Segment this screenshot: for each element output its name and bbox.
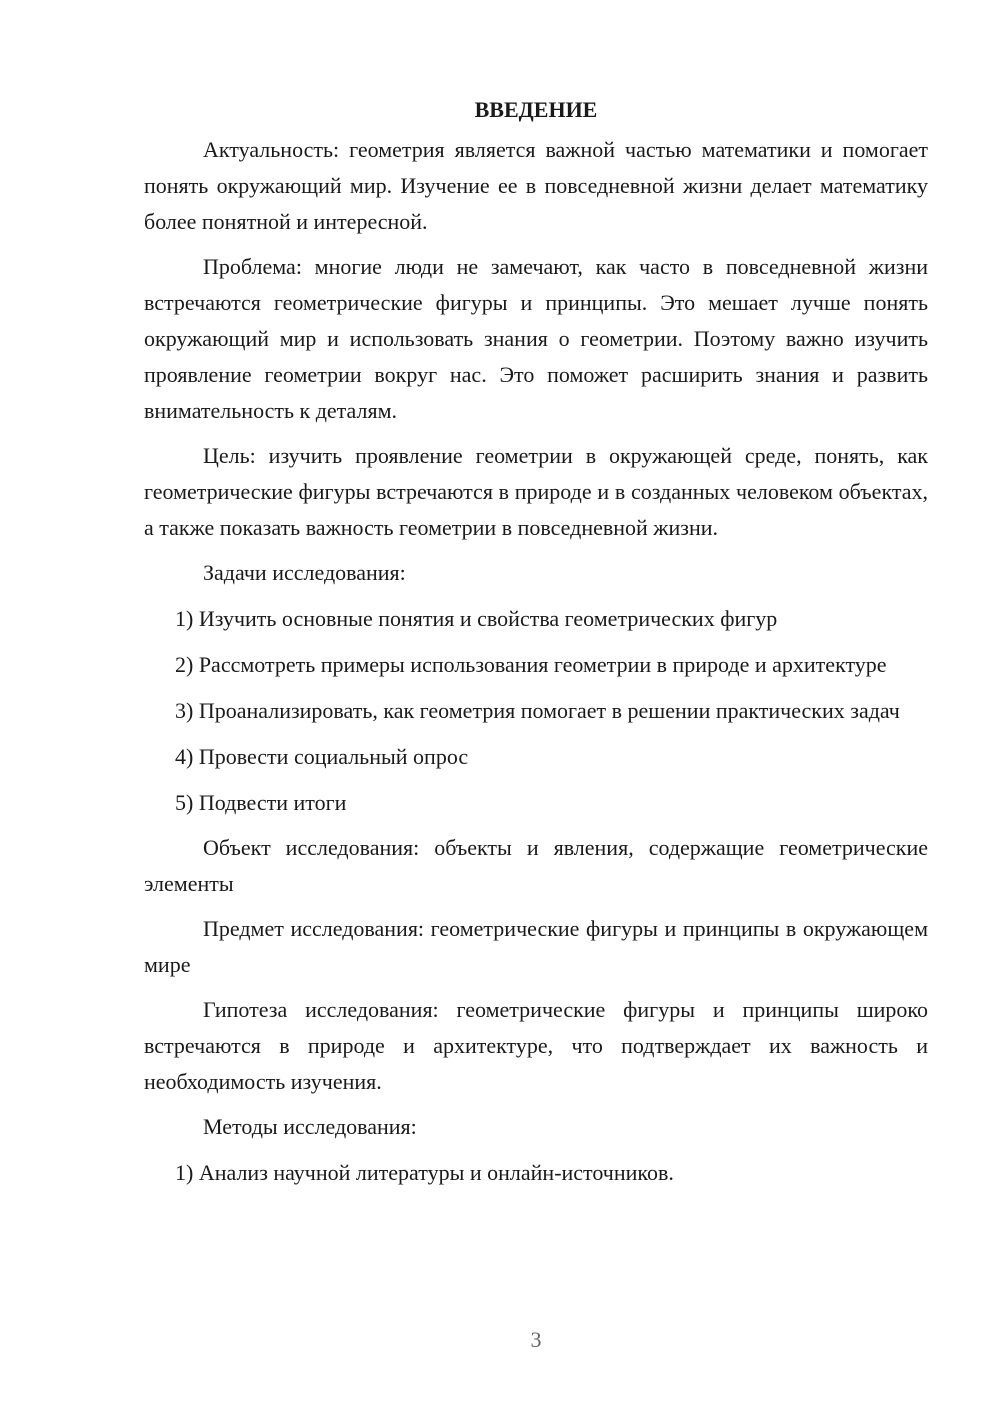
task-item: 1) Изучить основные понятия и свойства геометрических фигур xyxy=(175,606,778,631)
section-title: ВВЕДЕНИЕ xyxy=(474,97,598,122)
goal-paragraph: Цель: изучить проявление геометрии в окружающей среде, понять, как геометрические фигуры встречаются в природе и в созданных человеком объектах, а также показать важность геометрии в повседневной жизни. xyxy=(144,443,928,540)
task-item: 2) Рассмотреть примеры использования геометрии в природе и архитектуре xyxy=(175,652,887,677)
methods-heading: Методы исследования: xyxy=(203,1114,417,1139)
document-page xyxy=(144,92,928,1191)
subject-paragraph: Предмет исследования: геометрические фигуры и принципы в окружающем мире xyxy=(144,916,928,977)
relevance-paragraph: Актуальность: геометрия является важной частью математики и помогает понять окружающий мир. Изучение ее в повседневной жизни делает математику более понятной и интересной. xyxy=(144,137,928,234)
problem-paragraph: Проблема: многие люди не замечают, как часто в повседневной жизни встречаются геометрические фигуры и принципы. Это мешает лучше понять окружающий мир и использовать знания о геометрии. Поэтому важно изучить проявление геометрии вокруг нас. Это поможет расширить знания и развить внимательность к деталям. xyxy=(144,254,928,423)
task-item: 3) Проанализировать, как геометрия помогает в решении практических задач xyxy=(175,698,900,723)
task-item: 5) Подвести итоги xyxy=(175,790,347,815)
method-item: 1) Анализ научной литературы и онлайн-источников. xyxy=(175,1160,674,1185)
task-item: 4) Провести социальный опрос xyxy=(175,744,469,769)
object-paragraph: Объект исследования: объекты и явления, содержащие геометрические элементы xyxy=(144,835,928,896)
page-number: 3 xyxy=(530,1327,542,1352)
tasks-heading: Задачи исследования: xyxy=(203,560,406,585)
hypothesis-paragraph: Гипотеза исследования: геометрические фигуры и принципы широко встречаются в природе и архитектуре, что подтверждает их важность и необходимость изучения. xyxy=(144,997,928,1094)
